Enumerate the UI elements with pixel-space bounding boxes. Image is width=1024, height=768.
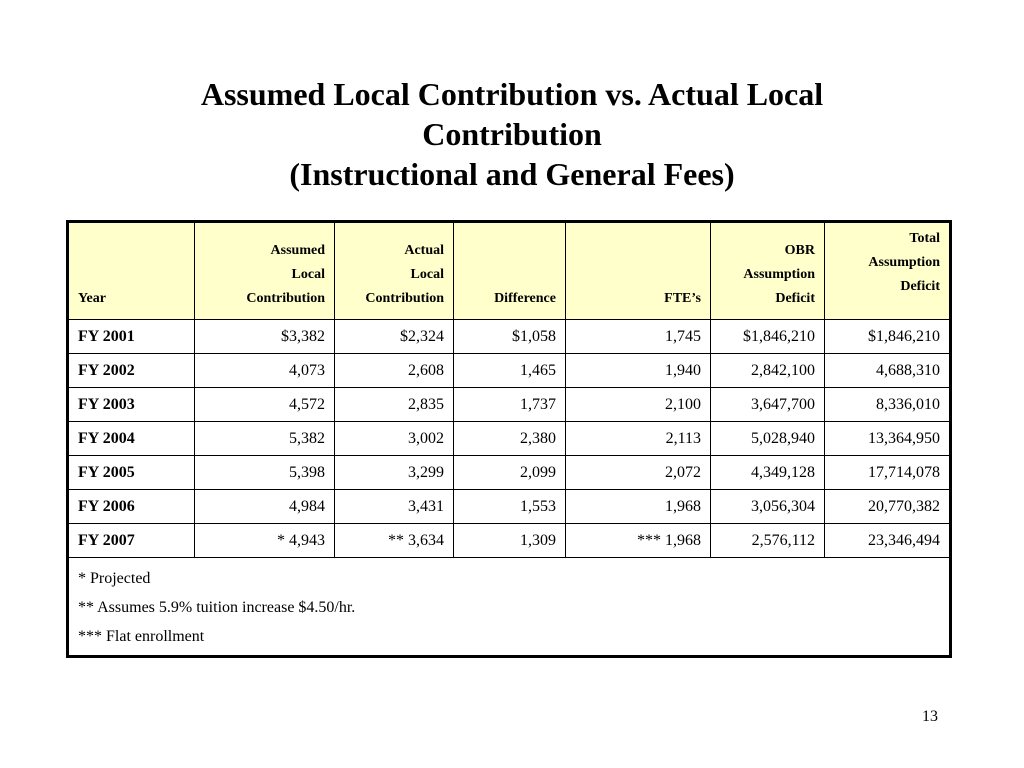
footnotes	[68, 558, 951, 657]
table-row	[68, 456, 951, 490]
notes-row	[68, 558, 951, 657]
title-line-2: Contribution	[422, 116, 602, 152]
cell-difference: 1,737	[454, 388, 566, 422]
header-obr-assumption-deficit: OBR Assumption Deficit	[711, 222, 825, 320]
table-row	[68, 320, 951, 354]
cell-difference: 2,099	[454, 456, 566, 490]
cell-obr-assumption-deficit: 2,842,100	[711, 354, 825, 388]
cell-actual-local-contribution: 2,835	[335, 388, 454, 422]
cell-assumed-local-contribution: * 4,943	[195, 524, 335, 558]
table-row	[68, 354, 951, 388]
cell-year: FY 2005	[68, 456, 195, 490]
contribution-table	[66, 220, 952, 658]
cell-ftes: 2,100	[566, 388, 711, 422]
cell-obr-assumption-deficit: 2,576,112	[711, 524, 825, 558]
cell-ftes: 1,745	[566, 320, 711, 354]
table-body	[68, 320, 951, 657]
cell-obr-assumption-deficit: $1,846,210	[711, 320, 825, 354]
cell-ftes: 2,072	[566, 456, 711, 490]
cell-year: FY 2007	[68, 524, 195, 558]
table-row	[68, 490, 951, 524]
header-difference: Difference	[454, 222, 566, 320]
cell-actual-local-contribution: $2,324	[335, 320, 454, 354]
cell-total-assumption-deficit: $1,846,210	[825, 320, 951, 354]
table-row	[68, 422, 951, 456]
title-line-3: (Instructional and General Fees)	[289, 156, 735, 192]
cell-year: FY 2003	[68, 388, 195, 422]
cell-assumed-local-contribution: 4,984	[195, 490, 335, 524]
slide-title	[0, 74, 1024, 194]
cell-year: FY 2004	[68, 422, 195, 456]
cell-total-assumption-deficit: 20,770,382	[825, 490, 951, 524]
cell-total-assumption-deficit: 4,688,310	[825, 354, 951, 388]
cell-actual-local-contribution: 3,002	[335, 422, 454, 456]
header-actual-local-contribution: Actual Local Contribution	[335, 222, 454, 320]
header-year: Year	[68, 222, 195, 320]
cell-actual-local-contribution: 3,299	[335, 456, 454, 490]
cell-year: FY 2001	[68, 320, 195, 354]
cell-actual-local-contribution: ** 3,634	[335, 524, 454, 558]
header-row	[68, 222, 951, 320]
footnote: ** Assumes 5.9% tuition increase $4.50/hr.	[78, 599, 356, 616]
cell-difference: 1,553	[454, 490, 566, 524]
cell-assumed-local-contribution: 5,398	[195, 456, 335, 490]
cell-assumed-local-contribution: $3,382	[195, 320, 335, 354]
cell-ftes: *** 1,968	[566, 524, 711, 558]
header-assumed-local-contribution: Assumed Local Contribution	[195, 222, 335, 320]
cell-actual-local-contribution: 3,431	[335, 490, 454, 524]
table-row	[68, 524, 951, 558]
cell-ftes: 2,113	[566, 422, 711, 456]
cell-obr-assumption-deficit: 3,056,304	[711, 490, 825, 524]
cell-assumed-local-contribution: 5,382	[195, 422, 335, 456]
cell-difference: 2,380	[454, 422, 566, 456]
cell-total-assumption-deficit: 13,364,950	[825, 422, 951, 456]
cell-obr-assumption-deficit: 4,349,128	[711, 456, 825, 490]
cell-year: FY 2002	[68, 354, 195, 388]
cell-ftes: 1,968	[566, 490, 711, 524]
cell-year: FY 2006	[68, 490, 195, 524]
cell-ftes: 1,940	[566, 354, 711, 388]
cell-difference: 1,309	[454, 524, 566, 558]
header-total-assumption-deficit: Total Assumption Deficit	[825, 222, 951, 320]
cell-difference: $1,058	[454, 320, 566, 354]
footnote: * Projected	[78, 570, 151, 587]
cell-assumed-local-contribution: 4,073	[195, 354, 335, 388]
cell-obr-assumption-deficit: 3,647,700	[711, 388, 825, 422]
cell-total-assumption-deficit: 8,336,010	[825, 388, 951, 422]
cell-actual-local-contribution: 2,608	[335, 354, 454, 388]
cell-assumed-local-contribution: 4,572	[195, 388, 335, 422]
page-number: 13	[922, 708, 938, 725]
footnote: *** Flat enrollment	[78, 628, 205, 645]
cell-total-assumption-deficit: 23,346,494	[825, 524, 951, 558]
cell-total-assumption-deficit: 17,714,078	[825, 456, 951, 490]
table-row	[68, 388, 951, 422]
title-line-1: Assumed Local Contribution vs. Actual Local	[200, 76, 824, 112]
cell-difference: 1,465	[454, 354, 566, 388]
header-ftes: FTE’s	[566, 222, 711, 320]
cell-obr-assumption-deficit: 5,028,940	[711, 422, 825, 456]
